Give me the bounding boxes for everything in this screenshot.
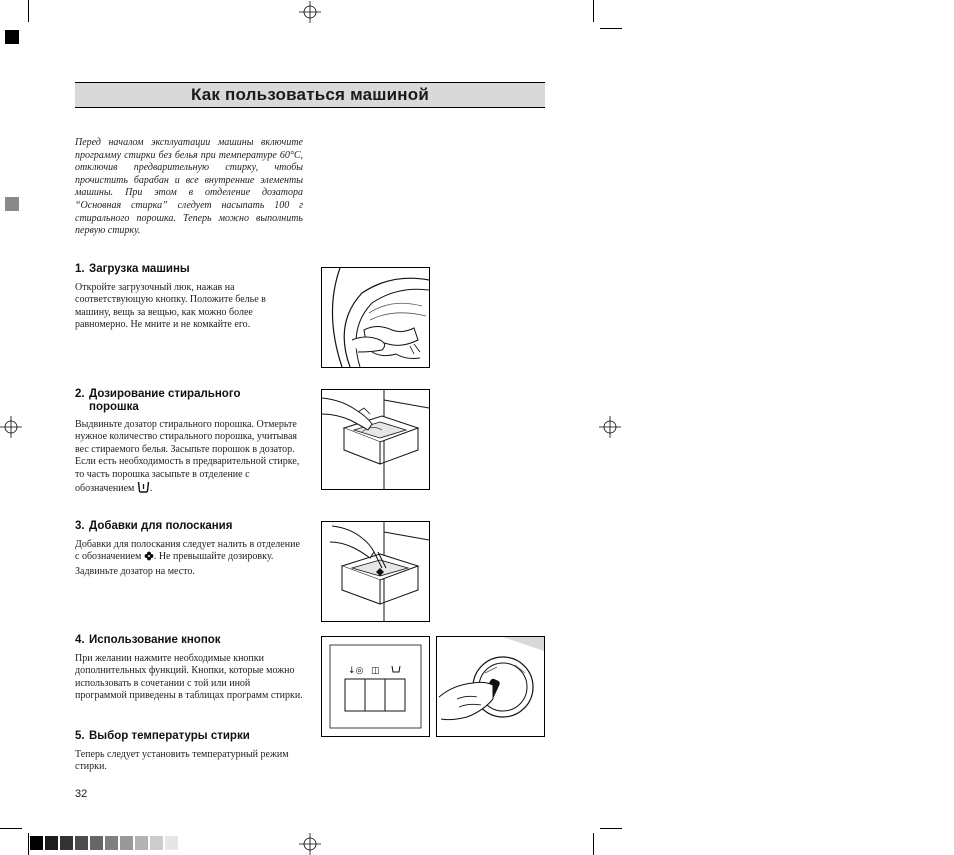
option-buttons-illustration bbox=[321, 636, 430, 737]
color-swatch bbox=[165, 836, 178, 850]
section-text: Откройте загрузочный люк, нажав на соответствующую кнопку. Положите белье в машину, вещь за вещью, как можно более равномерно. Не мните и не комкайте его. bbox=[75, 282, 266, 331]
section-heading bbox=[75, 520, 232, 533]
page-number: 32 bbox=[75, 788, 88, 800]
crop-mark bbox=[28, 833, 29, 855]
title-band bbox=[75, 82, 545, 108]
section-number: 3. bbox=[75, 520, 85, 532]
section-heading bbox=[75, 730, 250, 743]
section-number: 1. bbox=[75, 263, 85, 275]
crop-mark bbox=[0, 828, 22, 829]
section-marker bbox=[5, 30, 19, 44]
section-text bbox=[75, 539, 303, 578]
svg-text:↓◎: ↓◎ bbox=[348, 666, 364, 676]
section-text-after: . Не превышайте дозировку. Задвиньте дозатор на место. bbox=[75, 551, 274, 577]
crop-mark bbox=[593, 833, 594, 855]
registration-mark-icon bbox=[599, 416, 621, 438]
registration-mark-icon bbox=[299, 1, 321, 23]
section-text-body: Выдвиньте дозатор стирального порошка. Отмерьте нужное количество стирального порошка, учитывая вес стираемого белья. Засыпьте порошок в дозатор. Если есть необходимость в предварительной стирке, то часть порошка засыпьте в отделение с обозначением bbox=[75, 419, 300, 495]
section-number: 5. bbox=[75, 730, 85, 742]
section-title: Выбор температуры стирки bbox=[89, 730, 250, 742]
color-swatch bbox=[30, 836, 43, 850]
registration-mark-icon bbox=[299, 833, 321, 855]
crop-mark bbox=[28, 0, 29, 22]
softener-flower-icon bbox=[144, 551, 154, 565]
color-swatch bbox=[75, 836, 88, 850]
color-swatch bbox=[45, 836, 58, 850]
washer-door-illustration bbox=[321, 267, 430, 368]
section-text-end: . bbox=[149, 483, 153, 495]
softener-drawer-illustration bbox=[321, 521, 430, 622]
prewash-tub-icon bbox=[137, 481, 150, 497]
section-text bbox=[75, 419, 303, 497]
color-swatch bbox=[105, 836, 118, 850]
section-heading bbox=[75, 388, 241, 414]
color-swatch bbox=[120, 836, 133, 850]
page-title: Как пользоваться машиной bbox=[190, 85, 430, 104]
section-number: 2. bbox=[75, 388, 85, 400]
color-swatch bbox=[135, 836, 148, 850]
section-title: Добавки для полоскания bbox=[89, 520, 233, 532]
section-title-continued: порошка bbox=[89, 401, 139, 413]
color-swatch bbox=[150, 836, 163, 850]
section-marker bbox=[5, 197, 19, 211]
registration-mark-icon bbox=[0, 416, 22, 438]
svg-text:◫: ◫ bbox=[371, 666, 380, 676]
intro-paragraph: Перед началом эксплуатации машины включите программу стирки без белья при температуре 60°C, отключив предварительную стирку, чтобы прочистить барабан и все внутренние элементы машины. При этом в отделение дозатора “Основная стирка” следует насыпать 100 г стирального порошка. Теперь можно выполнить первую стирку. bbox=[75, 137, 303, 237]
crop-mark bbox=[600, 28, 622, 29]
detergent-drawer-illustration bbox=[321, 389, 430, 490]
section-title: Загрузка машины bbox=[89, 263, 190, 275]
section-title: Дозирование стирального bbox=[89, 388, 241, 400]
crop-mark bbox=[600, 828, 622, 829]
section-number: 4. bbox=[75, 634, 85, 646]
color-swatch bbox=[60, 836, 73, 850]
section-heading bbox=[75, 263, 190, 276]
temperature-knob-illustration bbox=[436, 636, 545, 737]
section-text: При желании нажмите необходимые кнопки дополнительных функций. Кнопки, которые можно использовать в сочетании с той или иной программой приведены в таблицах программ стирки. bbox=[75, 653, 303, 702]
section-title: Использование кнопок bbox=[89, 634, 221, 646]
section-text: Теперь следует установить температурный режим стирки. bbox=[75, 749, 289, 773]
section-heading bbox=[75, 634, 221, 647]
section-text-before: Добавки для полоскания следует налить в отделение с обозначением bbox=[75, 539, 300, 563]
crop-mark bbox=[593, 0, 594, 22]
color-swatch bbox=[90, 836, 103, 850]
